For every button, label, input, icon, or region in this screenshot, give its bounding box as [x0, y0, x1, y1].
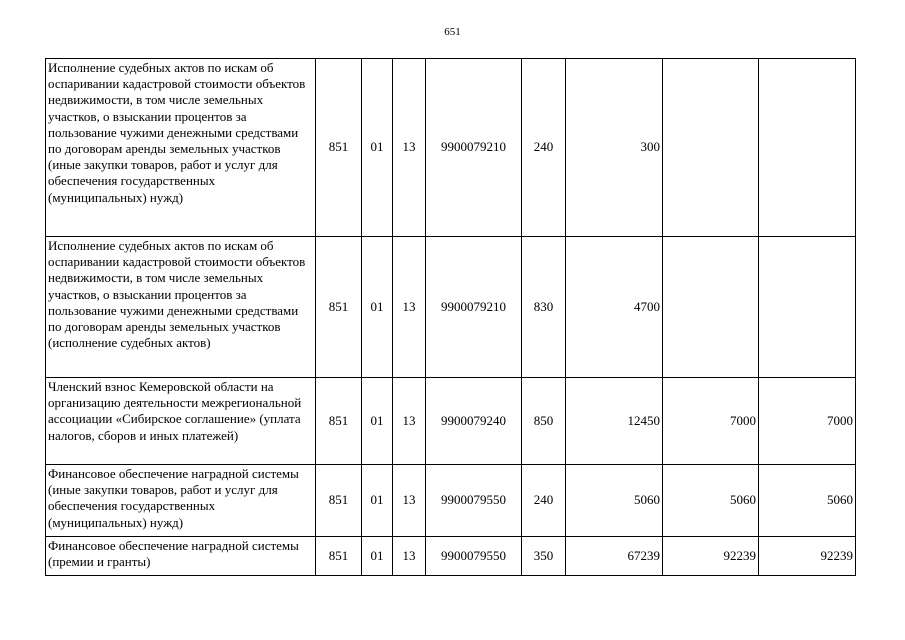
table-row: [46, 378, 856, 465]
sum-year-1: 300: [566, 59, 663, 237]
target-article-code: 9900079240: [426, 378, 522, 465]
expense-type-code: 240: [522, 465, 566, 537]
expense-type-code: 240: [522, 59, 566, 237]
expense-type-code: 350: [522, 537, 566, 576]
page-number: 651: [444, 26, 461, 38]
expense-type-code: 850: [522, 378, 566, 465]
sum-year-3: 7000: [759, 378, 856, 465]
target-article-code: 9900079210: [426, 59, 522, 237]
subsection-code: 13: [393, 237, 426, 378]
sum-year-1: 12450: [566, 378, 663, 465]
sum-year-3: [759, 237, 856, 378]
table-row: [46, 465, 856, 537]
section-code: 01: [362, 465, 393, 537]
section-code: 01: [362, 378, 393, 465]
section-code: 01: [362, 537, 393, 576]
table-row: [46, 237, 856, 378]
subsection-code: 13: [393, 537, 426, 576]
table-row: [46, 59, 856, 237]
sum-year-1: 67239: [566, 537, 663, 576]
sum-year-2: [663, 59, 759, 237]
budget-table: [45, 58, 856, 576]
target-article-code: 9900079550: [426, 537, 522, 576]
sum-year-3: [759, 59, 856, 237]
table-row: [46, 537, 856, 576]
subsection-code: 13: [393, 59, 426, 237]
ministry-code: 851: [316, 378, 362, 465]
section-code: 01: [362, 59, 393, 237]
expense-type-code: 830: [522, 237, 566, 378]
subsection-code: 13: [393, 378, 426, 465]
row-description: Исполнение судебных актов по искам об оспаривании кадастровой стоимости объектов недвижимости, в том числе земельных участков, о взыскании процентов за пользование чужими денежными средствами по договорам аренды земельных участков (иные закупки товаров, работ и услуг для обеспечения государственных (муниципальных) нужд): [46, 59, 316, 237]
row-description: Финансовое обеспечение наградной системы (премии и гранты): [46, 537, 316, 576]
section-code: 01: [362, 237, 393, 378]
sum-year-2: 92239: [663, 537, 759, 576]
subsection-code: 13: [393, 465, 426, 537]
target-article-code: 9900079550: [426, 465, 522, 537]
ministry-code: 851: [316, 237, 362, 378]
target-article-code: 9900079210: [426, 237, 522, 378]
sum-year-3: 5060: [759, 465, 856, 537]
ministry-code: 851: [316, 59, 362, 237]
row-description: Финансовое обеспечение наградной системы (иные закупки товаров, работ и услуг для обеспечения государственных (муниципальных) нужд): [46, 465, 316, 537]
ministry-code: 851: [316, 537, 362, 576]
ministry-code: 851: [316, 465, 362, 537]
sum-year-2: 5060: [663, 465, 759, 537]
sum-year-2: [663, 237, 759, 378]
sum-year-3: 92239: [759, 537, 856, 576]
sum-year-2: 7000: [663, 378, 759, 465]
row-description: Исполнение судебных актов по искам об оспаривании кадастровой стоимости объектов недвижимости, в том числе земельных участков, о взыскании процентов за пользование чужими денежными средствами по договорам аренды земельных участков (исполнение судебных актов): [46, 237, 316, 378]
sum-year-1: 5060: [566, 465, 663, 537]
sum-year-1: 4700: [566, 237, 663, 378]
row-description: Членский взнос Кемеровской области на организацию деятельности межрегиональной ассоциации «Сибирское соглашение» (уплата налогов, сборов и иных платежей): [46, 378, 316, 465]
